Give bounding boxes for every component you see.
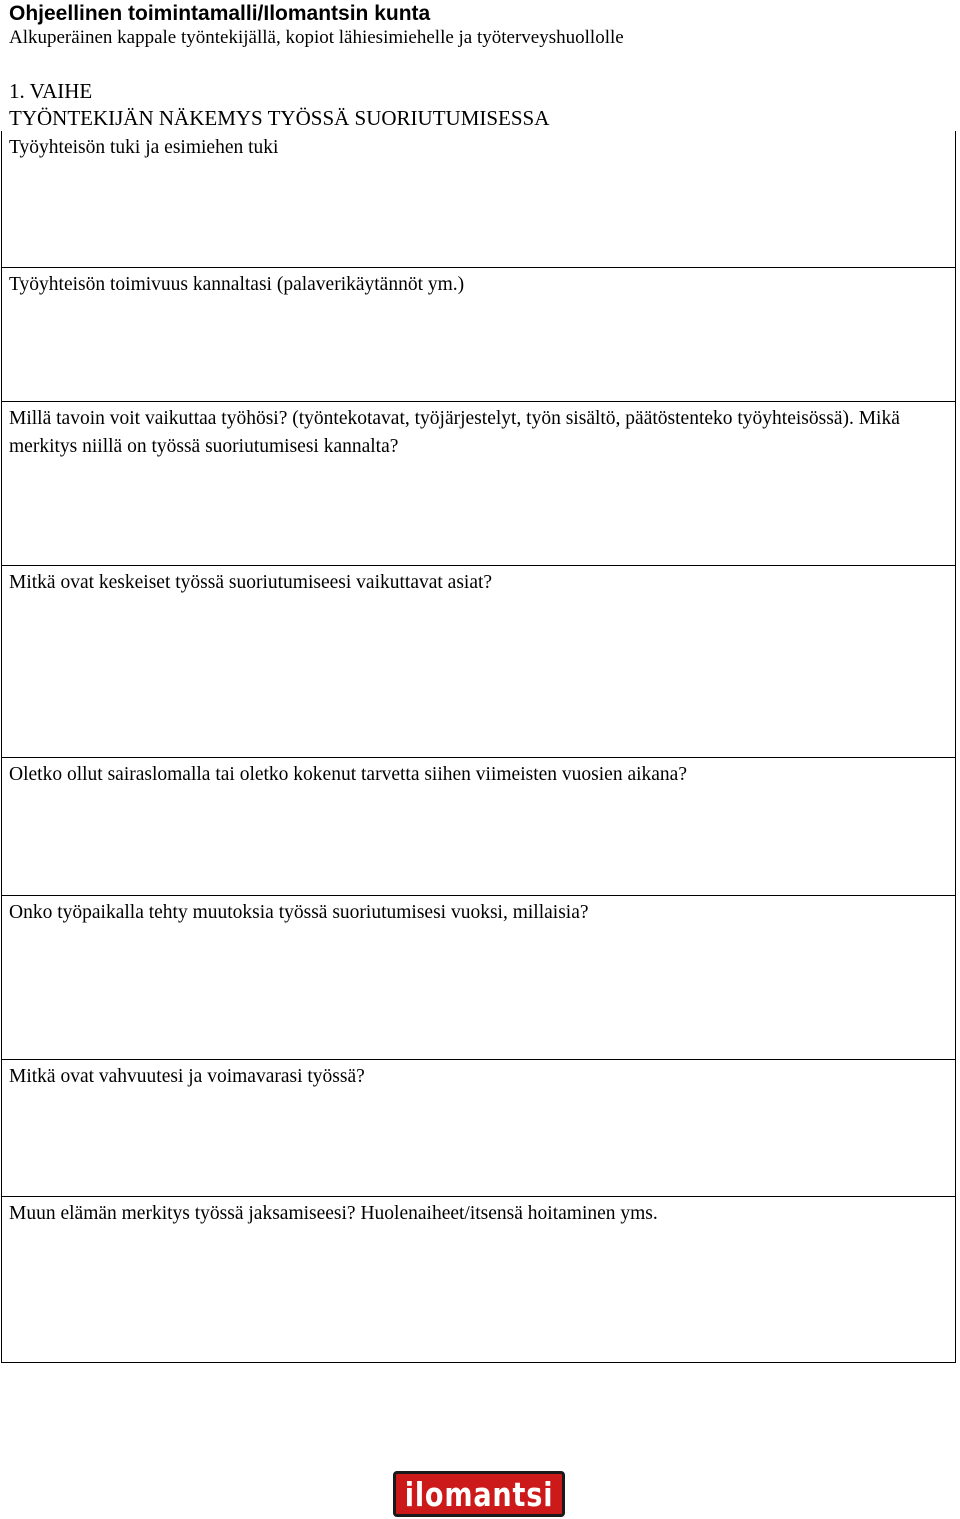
phase-heading <box>9 78 549 132</box>
question-row <box>2 757 956 895</box>
question-cell-3[interactable] <box>2 401 956 565</box>
question-cell-7[interactable] <box>2 1059 956 1196</box>
distribution-note: Alkuperäinen kappale työntekijällä, kopiot lähiesimiehelle ja työterveyshuollolle <box>9 27 624 48</box>
question-cell-2[interactable] <box>2 267 956 401</box>
question-label: Muun elämän merkitys työssä jaksamiseesi? Huolenaiheet/itsensä hoitaminen yms. <box>9 1202 658 1224</box>
question-cell-5[interactable] <box>2 757 956 895</box>
question-label: Millä tavoin voit vaikuttaa työhösi? (työntekotavat, työjärjestelyt, työn sisältö, päätöstenteko työyhteisössä). Mikä merkitys niillä on työssä suoriutumisesi kannalta? <box>9 407 900 457</box>
question-row <box>2 895 956 1059</box>
question-cell-1[interactable] <box>2 131 956 267</box>
question-row <box>2 401 956 565</box>
question-row <box>2 1059 956 1196</box>
question-row <box>2 131 956 267</box>
question-label: Työyhteisön tuki ja esimiehen tuki <box>9 137 279 158</box>
document-title: Ohjeellinen toimintamalli/Ilomantsin kunta <box>9 2 431 25</box>
question-row <box>2 1196 956 1362</box>
question-cell-8[interactable] <box>2 1196 956 1362</box>
document-header <box>9 2 624 50</box>
question-cell-6[interactable] <box>2 895 956 1059</box>
ilomantsi-logo <box>393 1471 565 1517</box>
question-label: Työyhteisön toimivuus kannaltasi (palaverikäytännöt ym.) <box>9 273 465 295</box>
question-label: Mitkä ovat vahvuutesi ja voimavarasi työssä? <box>9 1065 365 1087</box>
phase-title: TYÖNTEKIJÄN NÄKEMYS TYÖSSÄ SUORIUTUMISESSA <box>9 106 550 130</box>
question-form-table <box>1 131 956 1363</box>
question-row <box>2 267 956 401</box>
question-label: Mitkä ovat keskeiset työssä suoriutumiseesi vaikuttavat asiat? <box>9 571 493 593</box>
question-label: Oletko ollut sairaslomalla tai oletko kokenut tarvetta siihen viimeisten vuosien aikana? <box>9 763 687 785</box>
logo-wordmark: ilomantsi <box>404 1474 554 1514</box>
question-row <box>2 565 956 757</box>
question-cell-4[interactable] <box>2 565 956 757</box>
phase-number: 1. VAIHE <box>9 79 93 103</box>
question-label: Onko työpaikalla tehty muutoksia työssä suoriutumisesi vuoksi, millaisia? <box>9 901 589 923</box>
